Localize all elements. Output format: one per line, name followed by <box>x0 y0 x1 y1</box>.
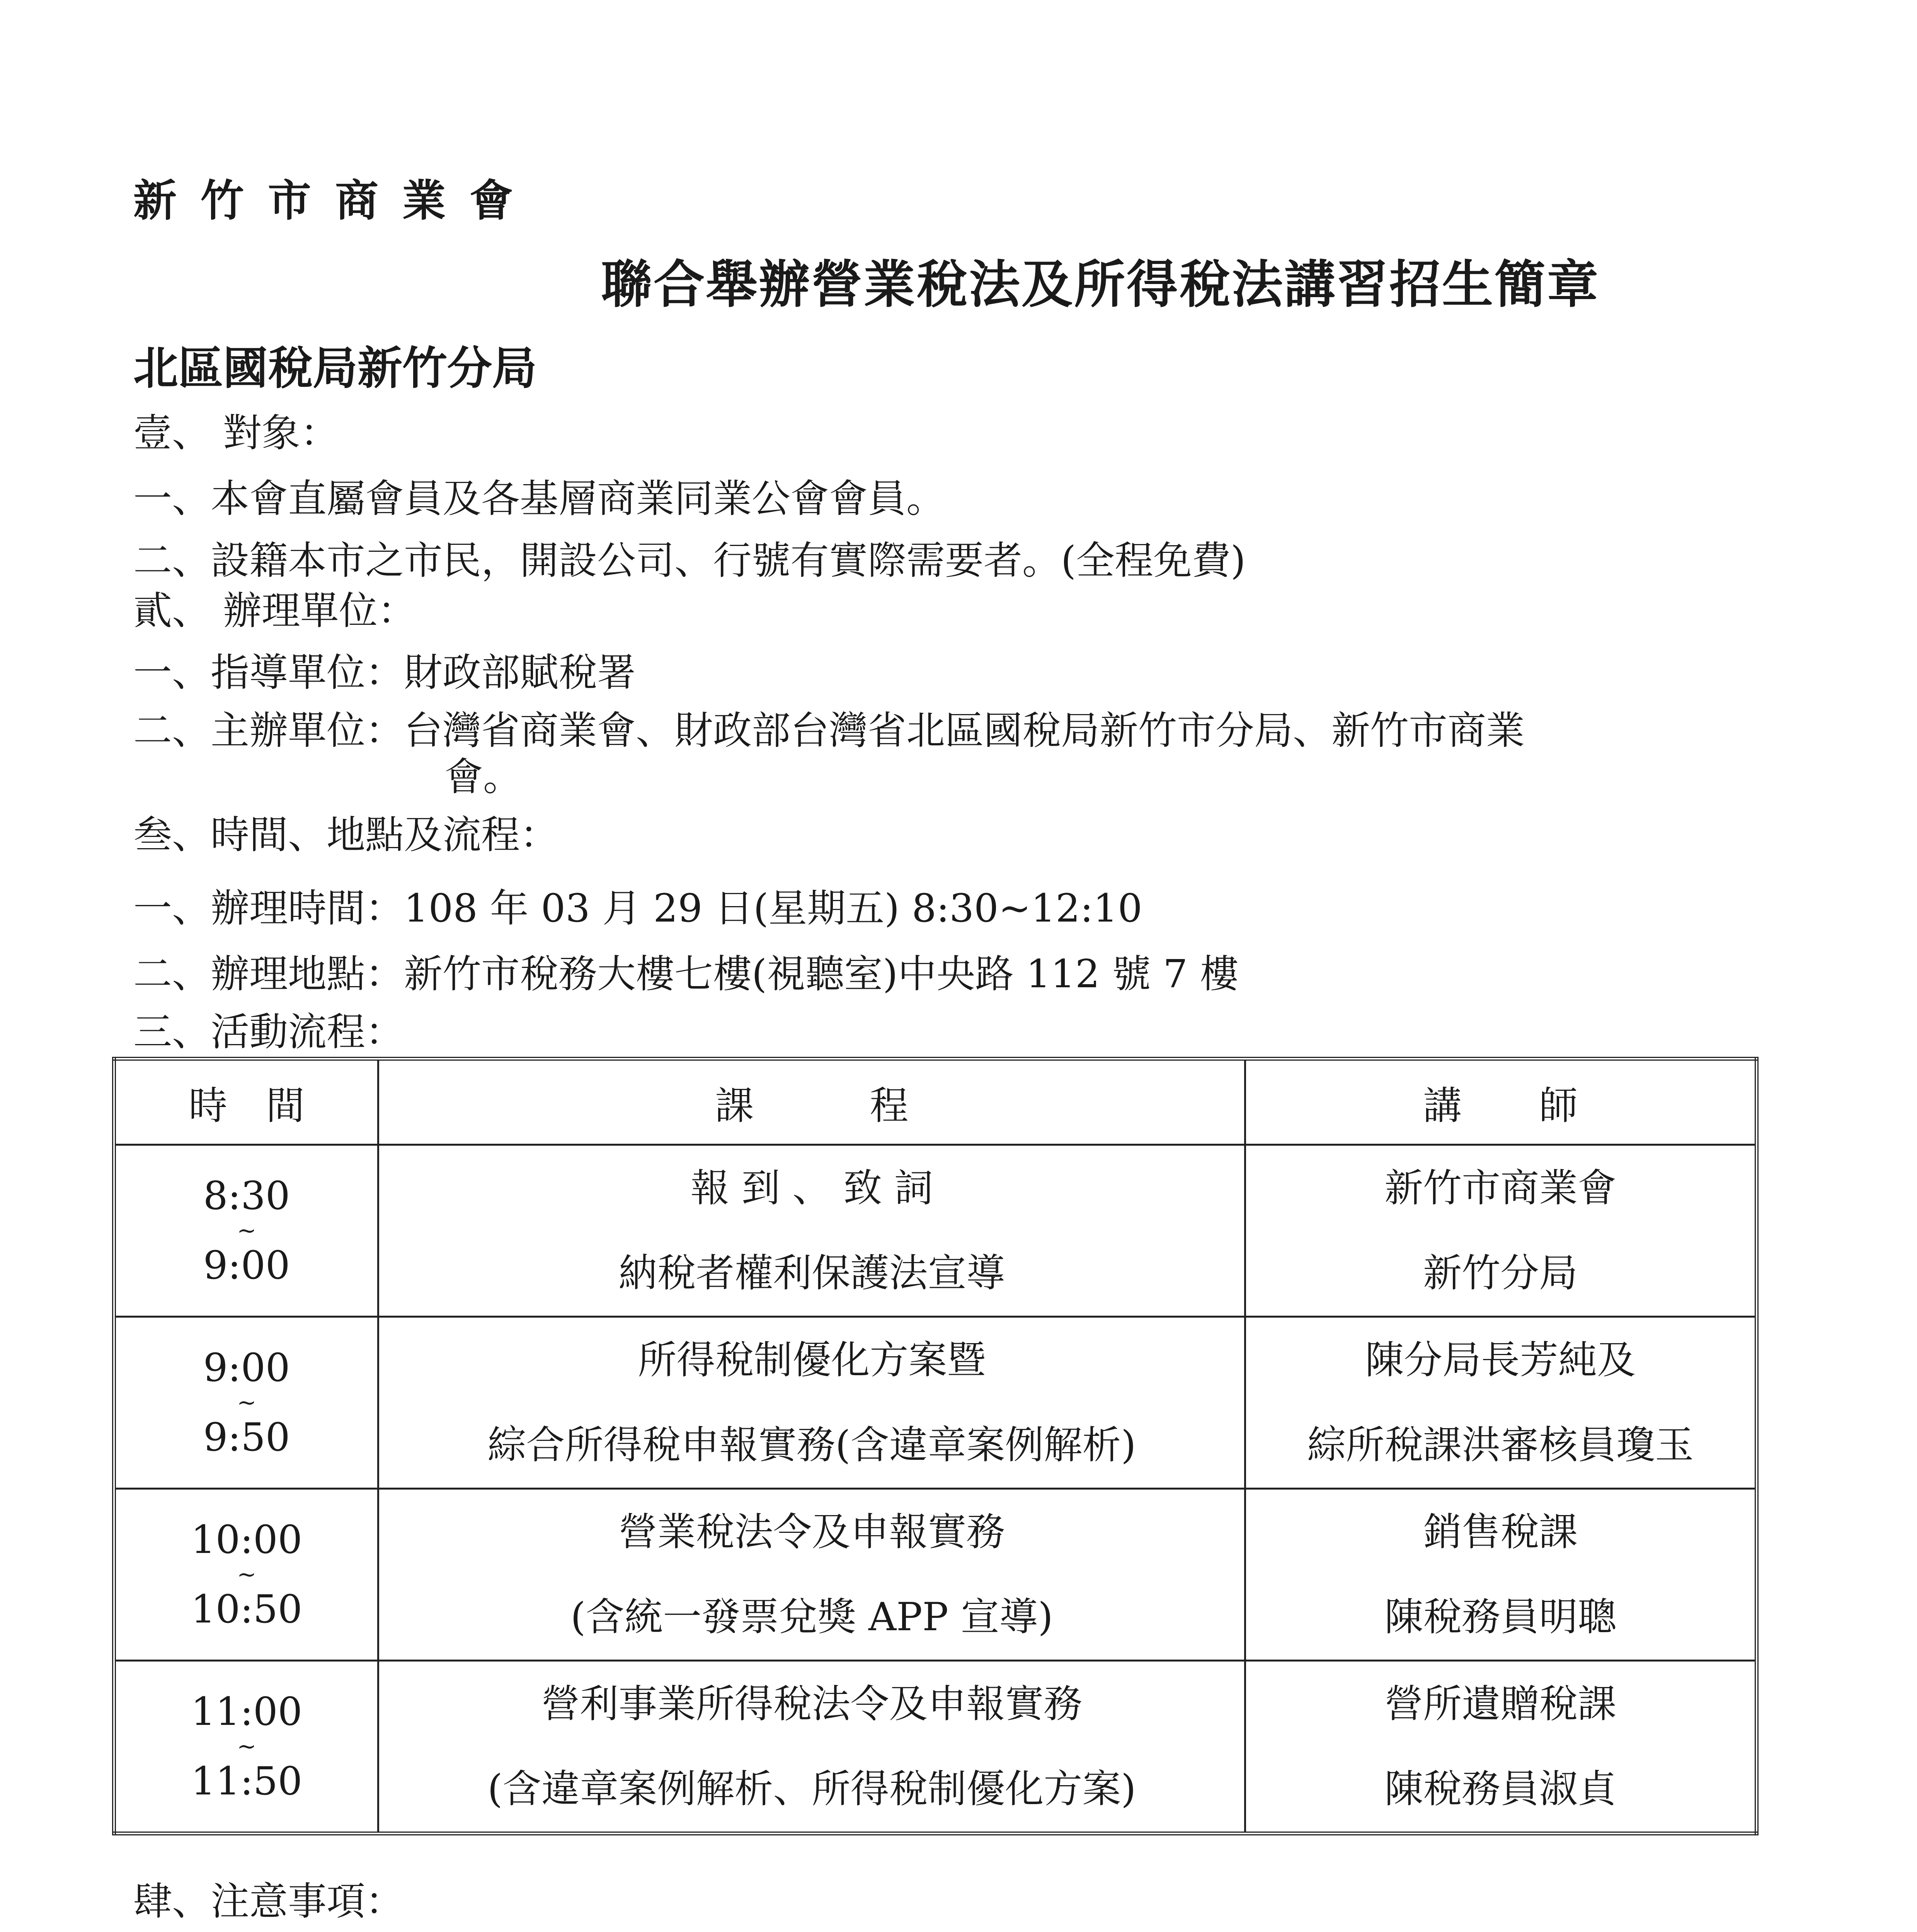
speaker-line: 新竹分局 <box>1423 1250 1578 1296</box>
speaker-line: 銷售稅課 <box>1423 1509 1578 1554</box>
section-2-item-2-cont: 會。 <box>444 754 522 799</box>
schedule-table <box>112 1057 1759 1835</box>
table-row <box>114 1317 1757 1489</box>
header-speaker: 講 師 <box>1245 1059 1757 1145</box>
course-cell <box>378 1317 1245 1489</box>
end-time: 9:00 <box>203 1243 290 1288</box>
section-3-item-2: 二、辦理地點：新竹市稅務大樓七樓(視聽室)中央路 112 號 7 樓 <box>133 951 1239 997</box>
speaker-line: 陳稅務員淑貞 <box>1384 1766 1617 1811</box>
speaker-line: 新竹市商業會 <box>1384 1165 1617 1211</box>
organizer-name: 新竹市商業會 <box>133 176 537 226</box>
end-time: 10:50 <box>191 1587 303 1632</box>
speaker-cell <box>1245 1145 1757 1317</box>
notes-heading: 肆、注意事項： <box>133 1879 404 1924</box>
speaker-cell <box>1245 1661 1757 1834</box>
schedule-header-row <box>114 1059 1757 1145</box>
section-2-heading: 貳、 辦理單位： <box>133 588 416 633</box>
table-row <box>114 1145 1757 1317</box>
time-cell <box>114 1145 378 1317</box>
speaker-cell <box>1245 1317 1757 1489</box>
start-time: 11:00 <box>191 1689 303 1734</box>
speaker-line: 營所遺贈稅課 <box>1384 1681 1617 1726</box>
tilde: ~ <box>237 1561 257 1588</box>
course-cell <box>378 1145 1245 1317</box>
course-line: 營利事業所得稅法令及申報實務 <box>541 1681 1083 1726</box>
section-2-item-1: 一、指導單位：財政部賦稅署 <box>133 650 636 695</box>
table-row <box>114 1661 1757 1834</box>
section-3-item-1: 一、辦理時間：108 年 03 月 29 日(星期五) 8:30~12:10 <box>133 886 1142 931</box>
start-time: 10:00 <box>191 1517 303 1562</box>
time-cell <box>114 1661 378 1834</box>
co-organizer-name: 北區國稅局新竹分局 <box>133 342 537 395</box>
header-time: 時 間 <box>114 1059 378 1145</box>
tilde: ~ <box>237 1389 257 1416</box>
speaker-line: 陳稅務員明聰 <box>1384 1594 1617 1639</box>
speaker-line: 綜所稅課洪審核員瓊玉 <box>1307 1422 1694 1468</box>
section-3-heading: 叁、時間、地點及流程： <box>133 812 558 857</box>
course-line: (含違章案例解析、所得稅制優化方案) <box>487 1766 1136 1811</box>
section-2-item-2: 二、主辦單位：台灣省商業會、財政部台灣省北區國稅局新竹市分局、新竹市商業 <box>133 708 1525 753</box>
course-cell <box>378 1489 1245 1661</box>
course-line: (含統一發票兌獎 APP 宣導) <box>570 1594 1053 1639</box>
speaker-line: 陳分局長芳純及 <box>1365 1337 1636 1383</box>
speaker-cell <box>1245 1489 1757 1661</box>
course-line: 所得稅制優化方案暨 <box>638 1337 986 1383</box>
course-cell <box>378 1661 1245 1834</box>
time-cell <box>114 1489 378 1661</box>
header-course: 課 程 <box>378 1059 1245 1145</box>
course-line: 報 到 、 致 詞 <box>690 1165 933 1211</box>
section-3-item-3: 三、活動流程： <box>133 1009 404 1054</box>
table-row <box>114 1489 1757 1661</box>
end-time: 9:50 <box>203 1415 290 1460</box>
course-line: 營業稅法令及申報實務 <box>618 1509 1005 1554</box>
section-1-item-1: 一、本會直屬會員及各基層商業同業公會會員。 <box>133 476 945 521</box>
document-title: 聯合舉辦營業稅法及所得稅法講習招生簡章 <box>601 255 1600 315</box>
start-time: 9:00 <box>203 1345 290 1390</box>
tilde: ~ <box>237 1733 257 1760</box>
course-line: 綜合所得稅申報實務(含違章案例解析) <box>487 1422 1136 1468</box>
tilde: ~ <box>237 1217 257 1244</box>
course-line: 納稅者權利保護法宣導 <box>618 1250 1005 1296</box>
end-time: 11:50 <box>191 1759 303 1804</box>
time-cell <box>114 1317 378 1489</box>
start-time: 8:30 <box>203 1173 290 1218</box>
section-1-heading: 壹、 對象： <box>133 410 339 456</box>
note-1 <box>133 1928 1668 1932</box>
section-1-item-2: 二、設籍本市之市民，開設公司、行號有實際需要者。(全程免費) <box>133 538 1246 583</box>
